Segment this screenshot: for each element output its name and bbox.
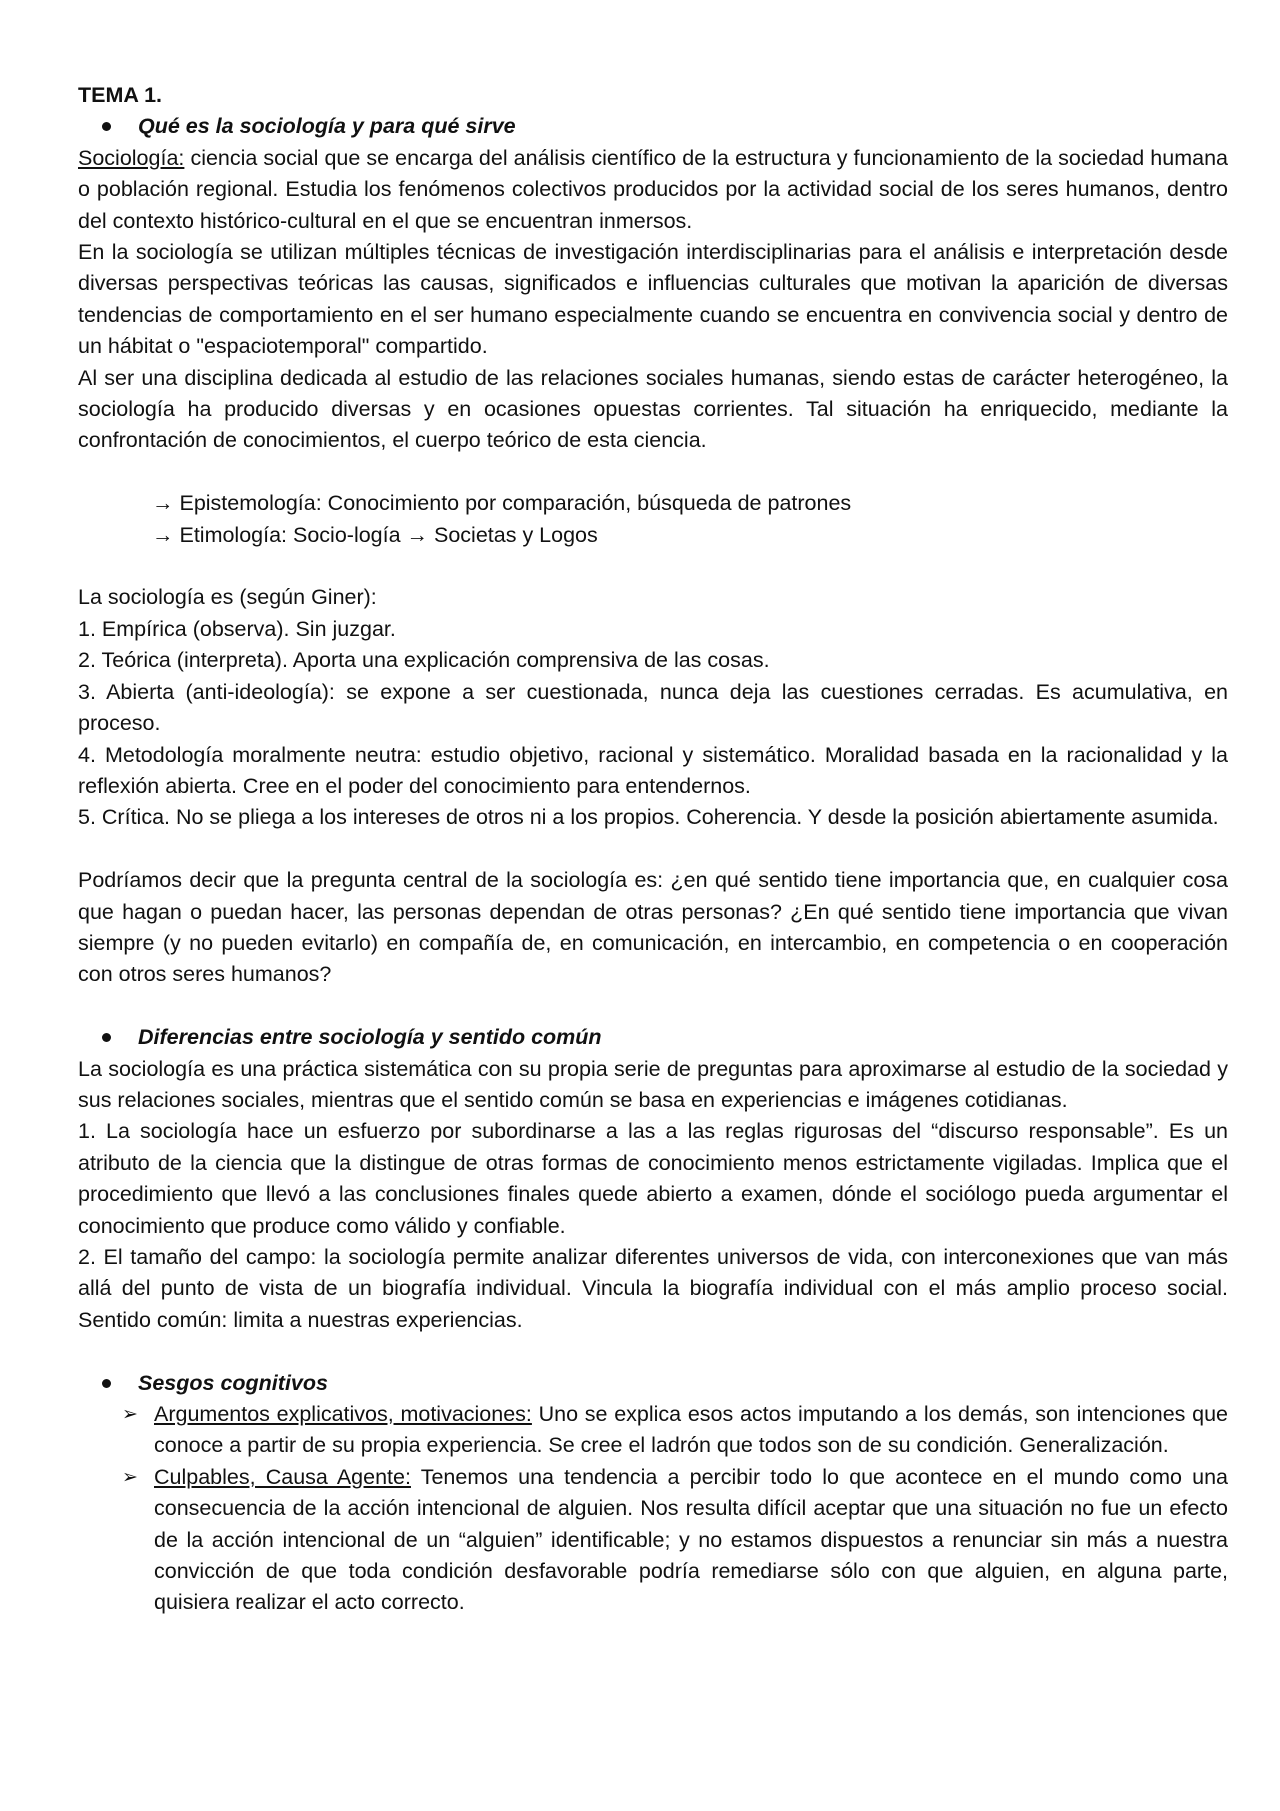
bullet-icon bbox=[102, 1033, 111, 1042]
bias-term: Culpables, Causa Agente: bbox=[154, 1464, 411, 1489]
differences-item-2: 2. El tamaño del campo: la sociología permite analizar diferentes universos de vida, con interconexiones que van más allá del punto de vista de un biografía individual. Vincula la biografía individual con el más amplio proceso social. Sentido común: limita a nuestras experiencias. bbox=[78, 1244, 1228, 1332]
note-etymology: → Etimología: Socio-logía → Societas y Logos bbox=[152, 522, 598, 547]
note-epistemology: → Epistemología: Conocimiento por comparación, búsqueda de patrones bbox=[152, 491, 852, 516]
bias-text: Tenemos una tendencia a percibir todo lo que acontece en el mundo como una consecuencia de la acción intencional de alguien. Nos resulta difícil aceptar que una situación no fue un efecto de la acción intencional de un “alguien” identificable; y no estamos dispuestos a renunciar sin más a nuestra convicción de que toda condición desfavorable podría remediarse sólo con que alguien, en alguna parte, quisiera realizar el acto correcto. bbox=[154, 1464, 1228, 1615]
section-title: Sesgos cognitivos bbox=[138, 1370, 328, 1395]
section-heading-cognitive-biases bbox=[78, 1368, 1228, 1399]
document-heading: TEMA 1. bbox=[78, 83, 163, 107]
arrow-bullet-icon: ➢ bbox=[122, 1403, 138, 1425]
paragraph-discipline: Al ser una disciplina dedicada al estudio de las relaciones sociales humanas, siendo estas de carácter heterogéneo, la sociología ha producido diversas y en ocasiones opuestas corrientes. Tal situación ha enriquecido, mediante la confrontación de conocimientos, el cuerpo teórico de esta ciencia. bbox=[78, 365, 1228, 453]
section-heading-what-is-sociology bbox=[78, 111, 1228, 142]
giner-item-3: 3. Abierta (anti-ideología): se expone a ser cuestionada, nunca deja las cuestiones cerradas. Es acumulativa, en proceso. bbox=[78, 679, 1228, 736]
definition-text: ciencia social que se encarga del análisis científico de la estructura y funcionamiento de la sociedad humana o población regional. Estudia los fenómenos colectivos producidos por la actividad social de los seres humanos, dentro del contexto histórico-cultural en el que se encuentran inmersos. bbox=[78, 145, 1228, 233]
arrow-bullet-icon: ➢ bbox=[122, 1466, 138, 1488]
section-heading-differences bbox=[78, 1022, 1228, 1053]
bias-text: Uno se explica esos actos imputando a los demás, son intenciones que conoce a partir de su propia experiencia. Se cree el ladrón que todos son de su condición. Generalización. bbox=[154, 1401, 1228, 1458]
differences-intro: La sociología es una práctica sistemática con su propia serie de preguntas para aproximarse al estudio de la sociedad y sus relaciones sociales, mientras que el sentido común se basa en experiencias e imágenes cotidianas. bbox=[78, 1056, 1228, 1112]
bias-item-1 bbox=[78, 1399, 1228, 1462]
giner-item-2: 2. Teórica (interpreta). Aporta una explicación comprensiva de las cosas. bbox=[78, 648, 770, 673]
giner-item-1: 1. Empírica (observa). Sin juzgar. bbox=[78, 616, 396, 641]
definition-paragraph bbox=[78, 143, 1228, 237]
definition-term: Sociología: bbox=[78, 145, 185, 170]
section-title: Diferencias entre sociología y sentido común bbox=[138, 1025, 602, 1050]
giner-intro: La sociología es (según Giner): bbox=[78, 585, 377, 610]
bias-term: Argumentos explicativos, motivaciones: bbox=[154, 1401, 532, 1426]
differences-item-1: 1. La sociología hace un esfuerzo por subordinarse a las a las reglas rigurosas del “discurso responsable”. Es un atributo de la ciencia que la distingue de otras formas de conocimiento menos estrictamente vigiladas. Implica que el procedimiento que llevó a las conclusiones finales quede abierto a examen, dónde el sociólogo pueda argumentar el conocimiento que produce como válido y confiable. bbox=[78, 1119, 1228, 1238]
bullet-icon bbox=[102, 122, 111, 131]
bullet-icon bbox=[102, 1379, 111, 1388]
section-title: Qué es la sociología y para qué sirve bbox=[138, 114, 516, 139]
bias-item-2 bbox=[78, 1462, 1228, 1619]
giner-item-4: 4. Metodología moralmente neutra: estudio objetivo, racional y sistemático. Moralidad basada en la racionalidad y la reflexión abierta. Cree en el poder del conocimiento para entendernos. bbox=[78, 742, 1228, 798]
giner-item-5: 5. Crítica. No se pliega a los intereses de otros ni a los propios. Coherencia. Y desde la posición abiertamente asumida. bbox=[78, 805, 1219, 830]
paragraph-techniques: En la sociología se utilizan múltiples técnicas de investigación interdisciplinarias para el análisis e interpretación desde diversas perspectivas teóricas las causas, significados e influencias culturales que motivan la aparición de diversas tendencias de comportamiento en el ser humano especialmente cuando se encuentra en convivencia social y dentro de un hábitat o "espaciotemporal" compartido. bbox=[78, 240, 1228, 359]
central-question-paragraph: Podríamos decir que la pregunta central de la sociología es: ¿en qué sentido tiene importancia que, en cualquier cosa que hagan o puedan hacer, las personas dependan de otras personas? ¿En qué sentido tiene importancia que vivan siempre (y no pueden evitarlo) en compañía de, en comunicación, en intercambio, en competencia o en cooperación con otros seres humanos? bbox=[78, 868, 1228, 987]
